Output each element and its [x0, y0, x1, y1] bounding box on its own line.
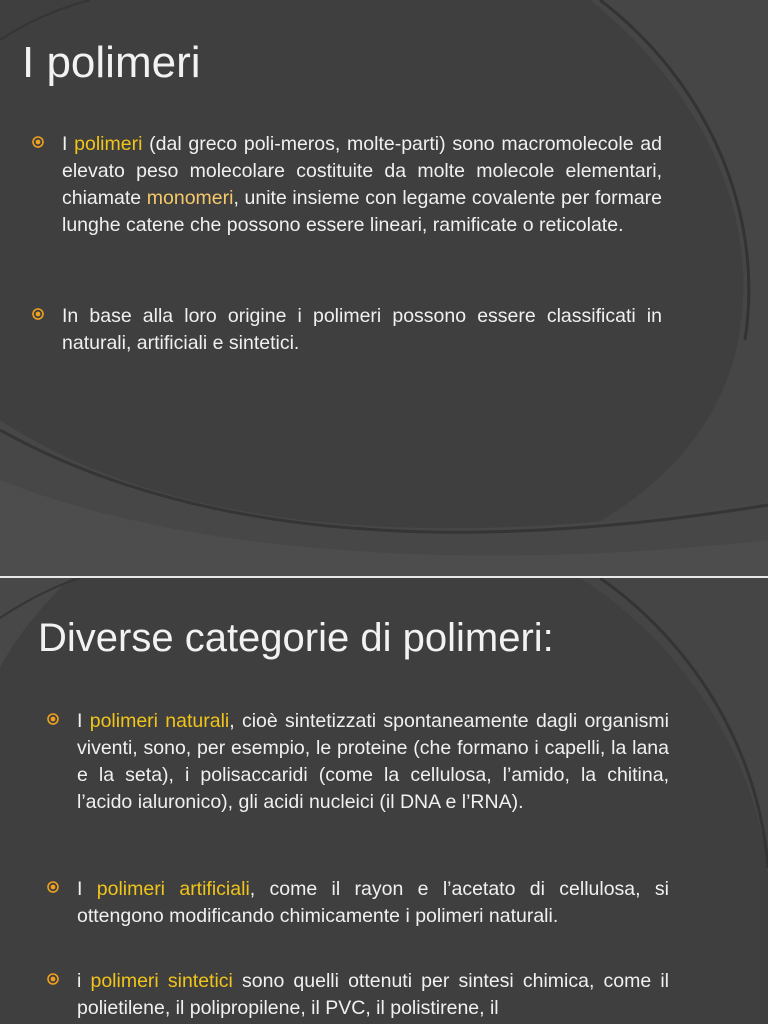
bullet-text: , unite insieme con legame covalente per formare lunghe catene che possono essere lineari, ramificate o reticolate. [62, 187, 663, 236]
bullet-icon [47, 713, 59, 725]
slide-2-title: Diverse categorie di polimeri: [38, 616, 554, 660]
bullet-text: , come il rayon e l’acetato di cellulosa, si ottengono modificando chimicamente i polimeri naturali. [77, 878, 669, 927]
bullet-text: , cioè sintetizzati spontaneamente dagli organismi viventi, sono, per esempio, le proteine (che formano i capelli, la lana e la seta), i polisaccaridi (come la cellulosa, l’amido, la chitina, l’acido ialuronico), gli acidi nucleici (il DNA e l’RNA). [77, 710, 669, 813]
bullet-text: i [77, 970, 91, 992]
bullet-icon [32, 136, 44, 148]
bullet-icon [32, 308, 44, 320]
slide-2 [0, 578, 768, 1024]
bullet-text: In base alla loro origine i polimeri possono essere classificati in naturali, artificiali e sintetici. [62, 305, 662, 354]
highlight-polimeri-naturali: polimeri naturali [89, 710, 230, 732]
bullet-text: I [77, 878, 97, 900]
slide-2-bullet-3 [77, 968, 669, 1022]
bullet-text: I [77, 710, 90, 732]
slide-1-bullet-1 [62, 131, 662, 239]
slide-1-bullet-2 [62, 303, 662, 357]
highlight-monomeri: monomeri [146, 187, 234, 209]
bullet-text: I [62, 133, 75, 155]
bullet-text: sono quelli ottenuti per sintesi chimica, come il polietilene, il polipropilene, il PVC, il polistirene, il [77, 970, 669, 1019]
highlight-polimeri-sintetici: polimeri sintetici [90, 970, 233, 992]
bullet-icon [47, 973, 59, 985]
slide-2-bullet-1 [77, 708, 669, 816]
highlight-polimeri-artificiali: polimeri artificiali [96, 878, 250, 900]
slide-1-title: I polimeri [22, 38, 201, 87]
highlight-polimeri: polimeri [74, 133, 143, 155]
bullet-text: (dal greco poli-meros, molte-parti) sono macromolecole ad elevato peso molecolare costituite da molte molecole elementari, chiamate [62, 133, 662, 209]
slide-2-bullet-2 [77, 876, 669, 930]
bullet-icon [47, 881, 59, 893]
